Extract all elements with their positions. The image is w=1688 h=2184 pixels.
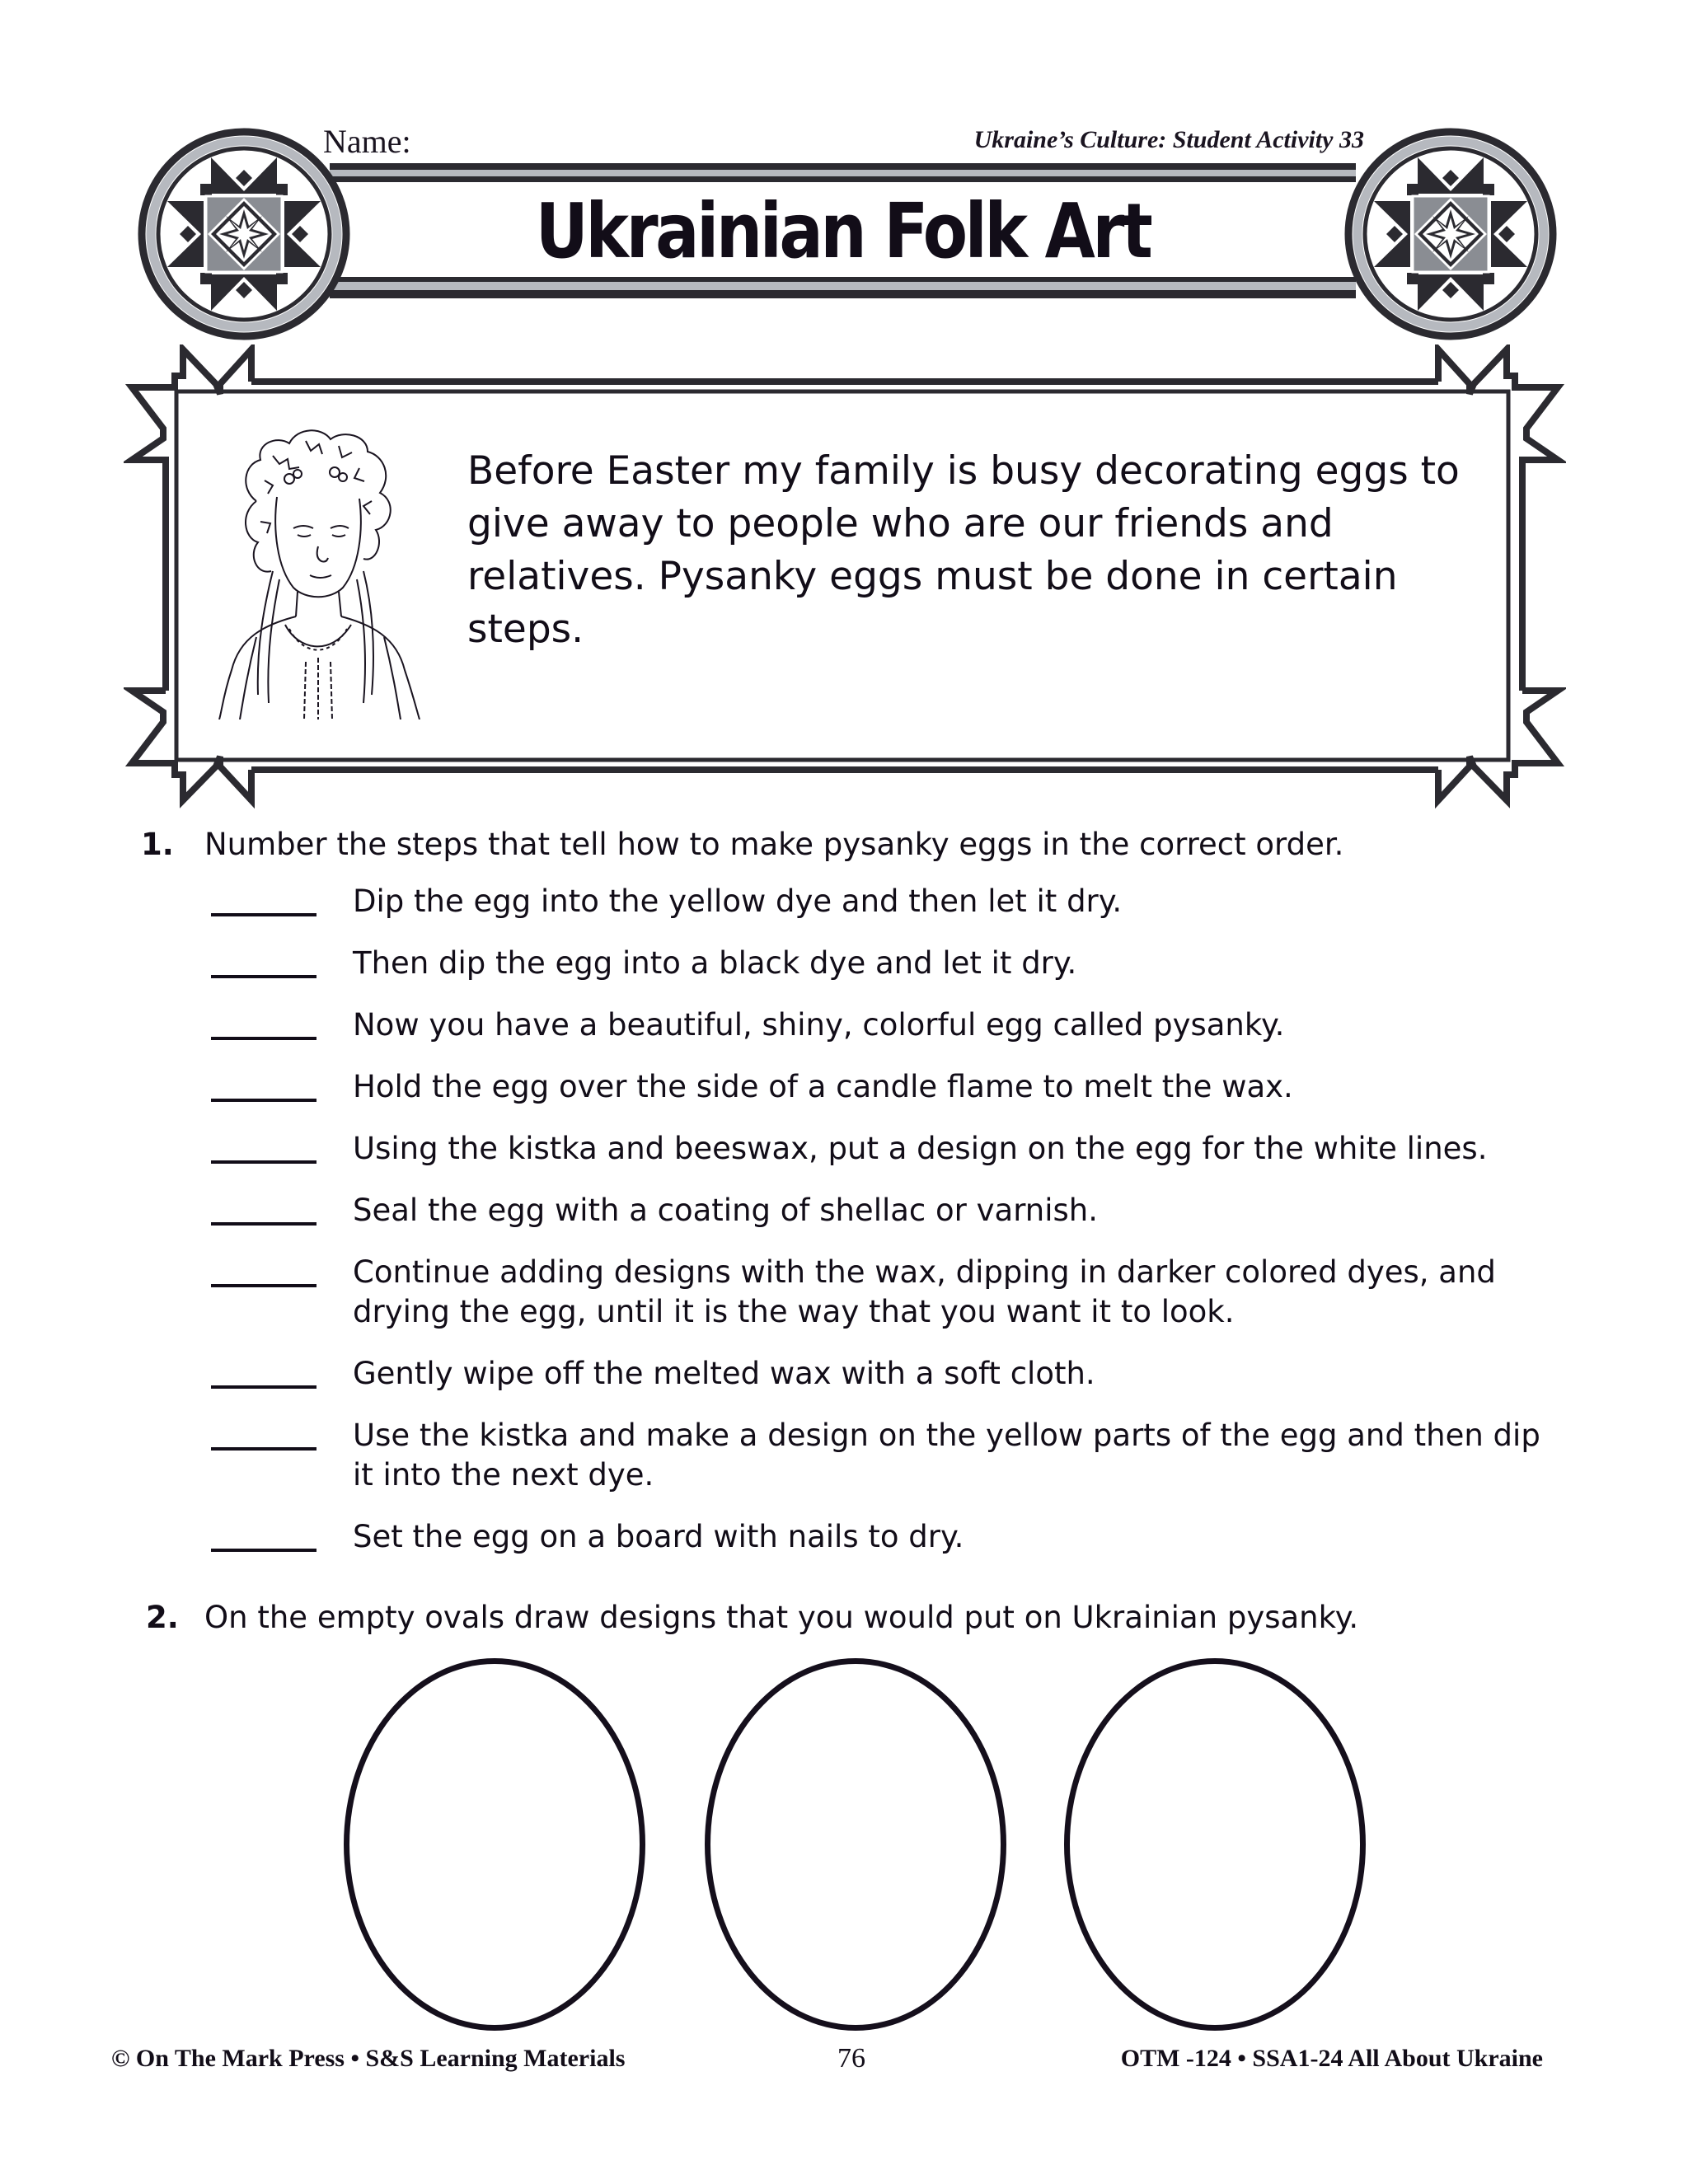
- activity-label: Ukraine’s Culture: Student Activity 33: [973, 126, 1364, 153]
- step-text: Now you have a beautiful, shiny, colorful egg called pysanky.: [353, 1007, 1285, 1043]
- answer-blank[interactable]: [211, 1447, 316, 1451]
- step-text: Continue adding designs with the wax, dipping in darker colored dyes, and drying the egg, until it is the way that you want it to look.: [353, 1254, 1496, 1329]
- step-text: Use the kistka and make a design on the yellow parts of the egg and then dip it into the next dye.: [353, 1418, 1540, 1493]
- page-number: 76: [837, 2043, 865, 2074]
- star-medallion-right-icon: [1343, 127, 1558, 341]
- band-bottom-dark-2: [330, 290, 1356, 298]
- answer-blank[interactable]: [211, 1284, 316, 1287]
- band-top-dark-2: [330, 176, 1356, 182]
- answer-blank[interactable]: [211, 1099, 316, 1102]
- band-top-grey: [330, 170, 1356, 176]
- footer-publisher: © On The Mark Press • S&S Learning Materials: [111, 2045, 626, 2072]
- step-text: Gently wipe off the melted wax with a soft cloth.: [353, 1356, 1095, 1391]
- answer-blank[interactable]: [211, 1160, 316, 1164]
- step-text: Hold the egg over the side of a candle flame to melt the wax.: [353, 1069, 1293, 1104]
- question-1-number: 1.: [141, 827, 174, 862]
- question-2-prompt: On the empty ovals draw designs that you would put on Ukrainian pysanky.: [204, 1600, 1359, 1635]
- page-title: Ukrainian Folk Art: [535, 187, 1151, 275]
- answer-blank[interactable]: [211, 1549, 316, 1552]
- girl-in-wreath-illustration: [207, 423, 431, 719]
- step-text: Dip the egg into the yellow dye and then let it dry.: [353, 883, 1123, 919]
- star-medallion-left-icon: [137, 127, 351, 341]
- intro-quote: Before Easter my family is busy decorating eggs to give away to people who are our friends and relatives. Pysanky eggs must be done in certain steps.: [467, 448, 1460, 652]
- answer-blank[interactable]: [211, 1222, 316, 1226]
- egg-oval-drawing-area-3[interactable]: [1064, 1658, 1366, 2031]
- question-2-number: 2.: [146, 1600, 179, 1635]
- band-bottom-grey: [330, 282, 1356, 290]
- step-text: Seal the egg with a coating of shellac or varnish.: [353, 1193, 1098, 1228]
- egg-oval-drawing-area-1[interactable]: [344, 1658, 645, 2031]
- question-1-prompt: Number the steps that tell how to make pysanky eggs in the correct order.: [204, 827, 1344, 862]
- step-text: Then dip the egg into a black dye and let it dry.: [353, 945, 1077, 981]
- name-label: Name:: [323, 123, 411, 160]
- band-top-dark: [330, 163, 1356, 170]
- step-text: Set the egg on a board with nails to dry.: [353, 1519, 964, 1554]
- answer-blank[interactable]: [211, 913, 316, 916]
- egg-oval-drawing-area-2[interactable]: [705, 1658, 1006, 2031]
- answer-blank[interactable]: [211, 1037, 316, 1040]
- answer-blank[interactable]: [211, 975, 316, 978]
- answer-blank[interactable]: [211, 1385, 316, 1389]
- footer-book-code: OTM -124 • SSA1-24 All About Ukraine: [1120, 2045, 1543, 2072]
- step-text: Using the kistka and beeswax, put a design on the egg for the white lines.: [353, 1131, 1488, 1166]
